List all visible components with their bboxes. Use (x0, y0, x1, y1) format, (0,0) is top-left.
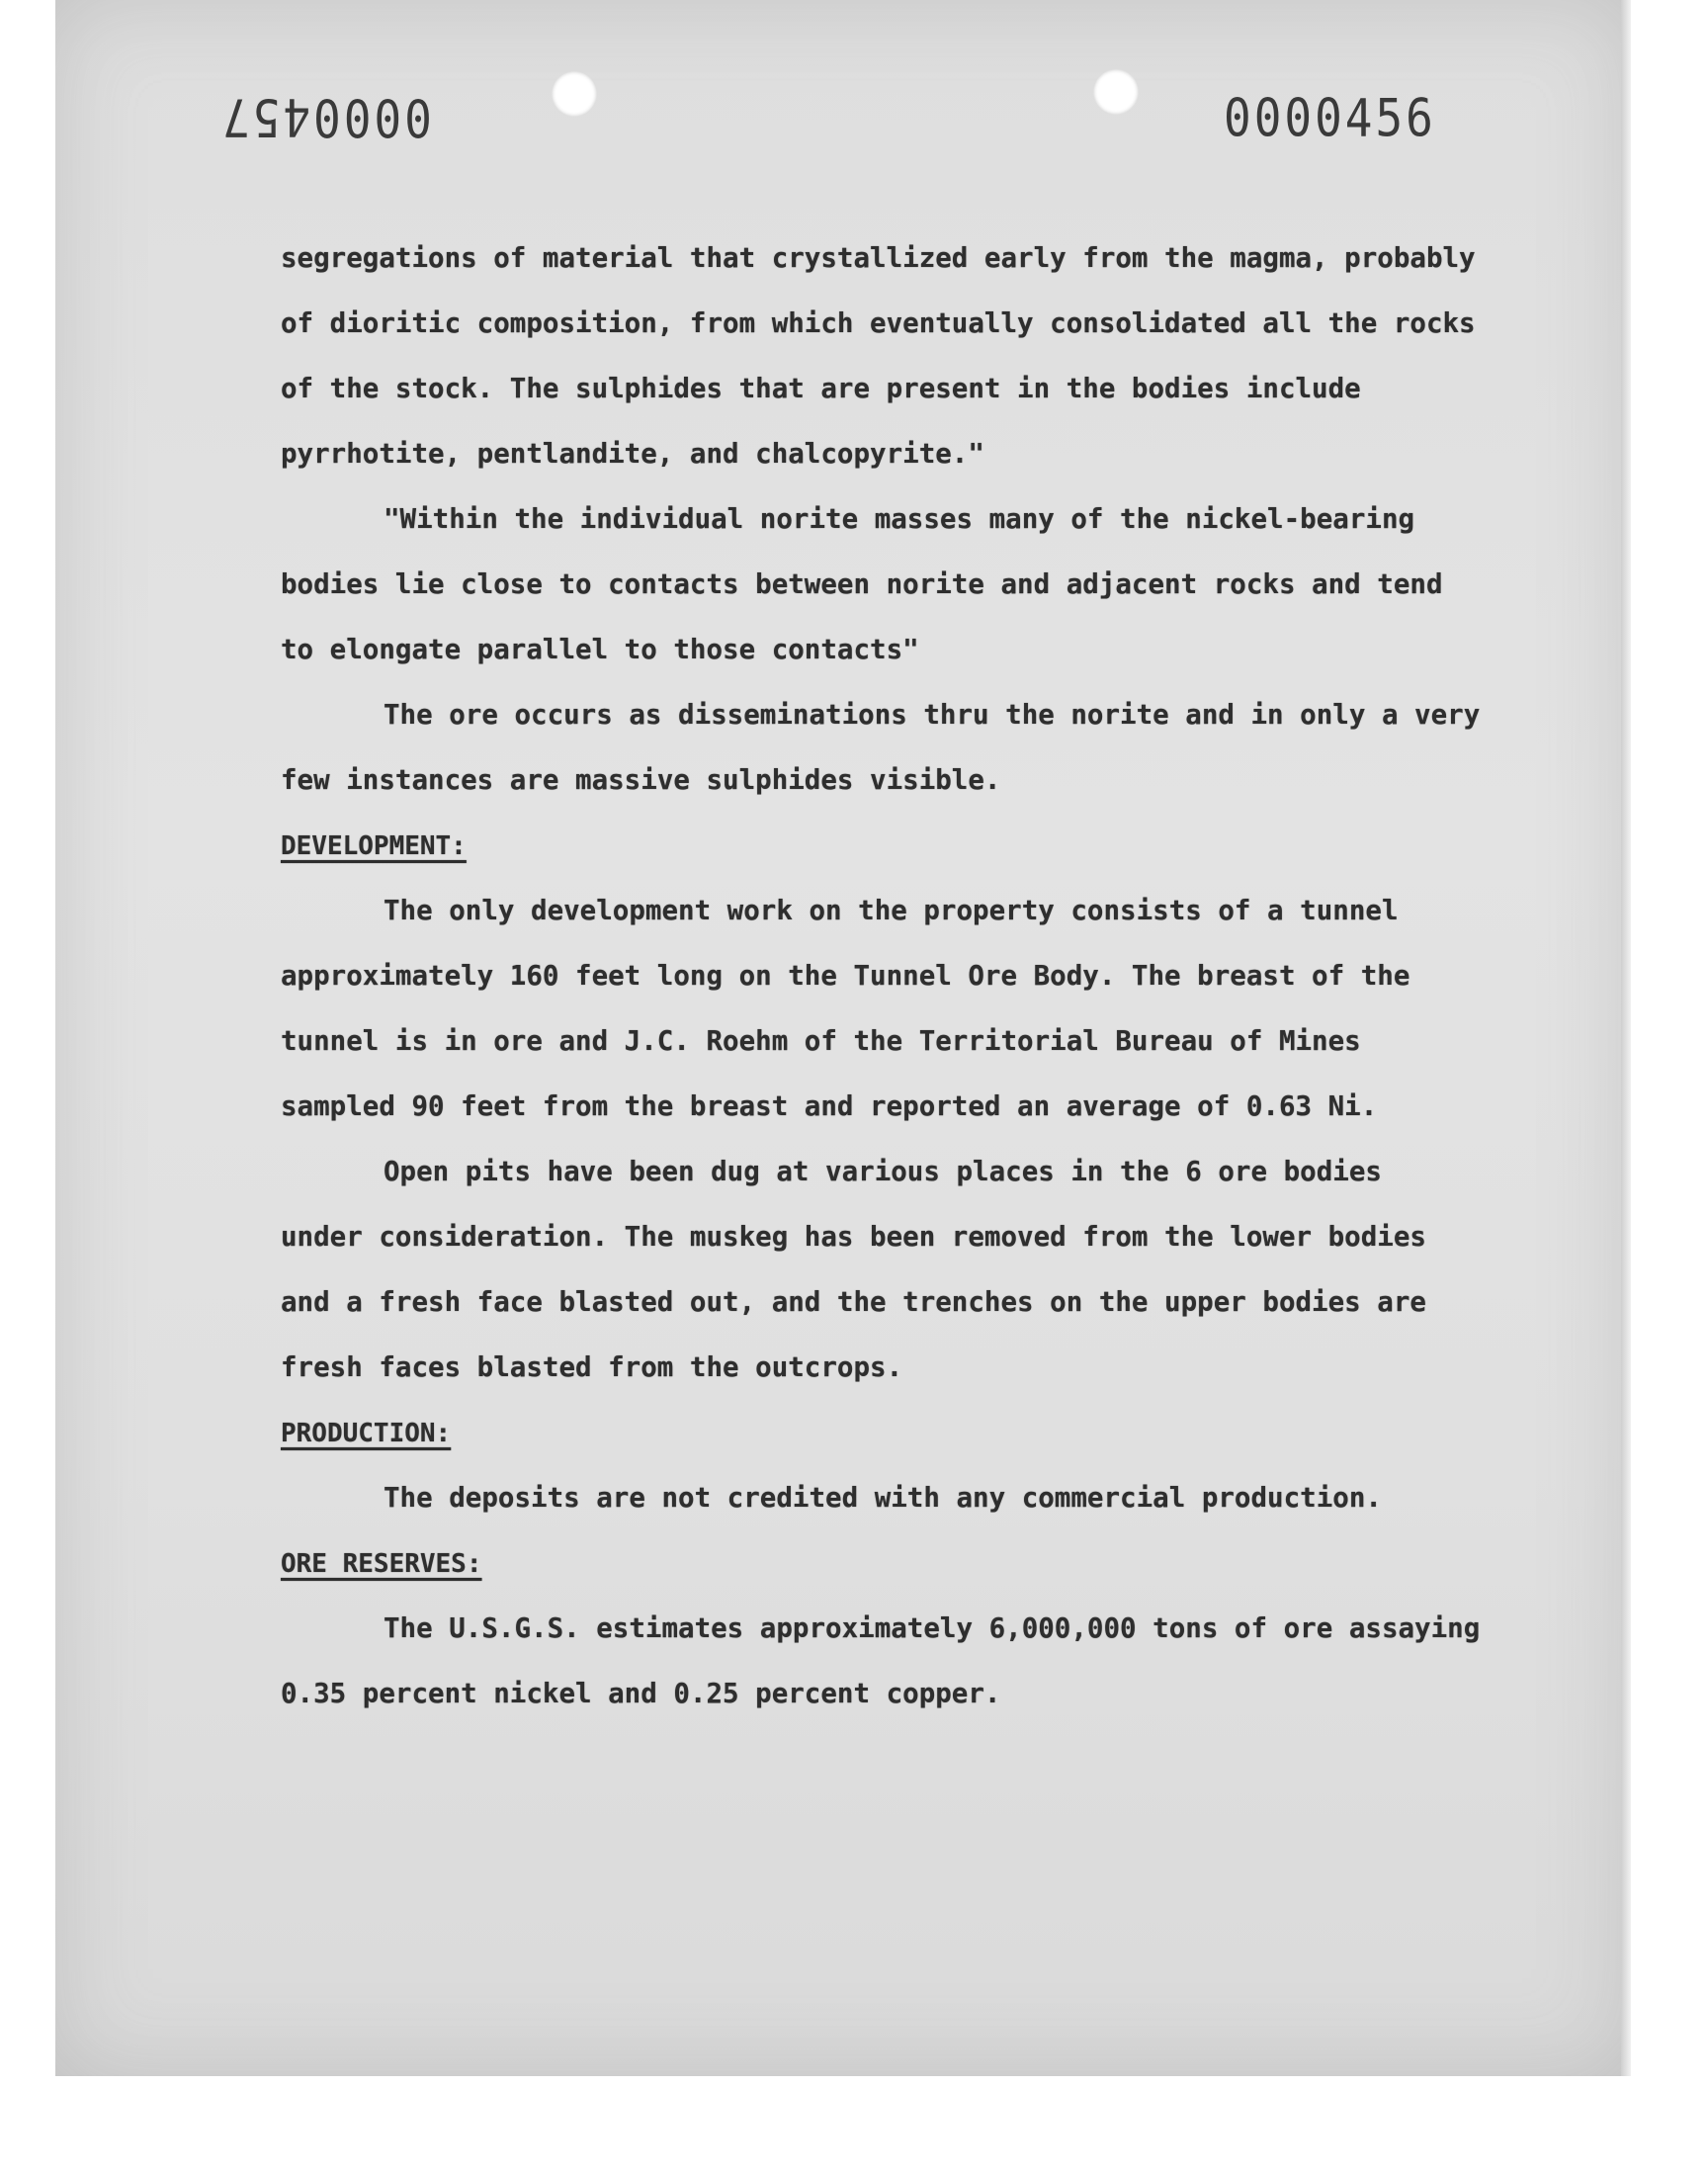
ore-reserves-heading: ORE RESERVES: (281, 1549, 482, 1579)
paper-edge (1621, 0, 1631, 2076)
punch-hole-left (552, 71, 597, 117)
body-line: "Within the individual norite masses many of the nickel-bearing (384, 503, 1415, 535)
body-line: fresh faces blasted from the outcrops. (281, 1351, 903, 1383)
body-line: pyrrhotite, pentlandite, and chalcopyrite." (281, 438, 984, 470)
body-line: approximately 160 feet long on the Tunnel Ore Body. The breast of the (281, 960, 1410, 992)
body-line: bodies lie close to contacts between norite and adjacent rocks and tend (281, 568, 1443, 600)
body-line: The ore occurs as disseminations thru the norite and in only a very (384, 699, 1481, 731)
body-line: The U.S.G.S. estimates approximately 6,000,000 tons of ore assaying (384, 1612, 1481, 1644)
section-ore-reserves (281, 1530, 1506, 1596)
section-production (281, 1400, 1506, 1465)
body-line: few instances are massive sulphides visible. (281, 764, 1001, 796)
body-line: 0.35 percent nickel and 0.25 percent copper. (281, 1678, 1001, 1709)
serial-number-left: 0000457 (219, 86, 432, 149)
development-heading: DEVELOPMENT: (281, 831, 467, 861)
body-line: The deposits are not credited with any commercial production. (384, 1482, 1382, 1514)
punch-hole-right (1093, 69, 1139, 115)
body-line: Open pits have been dug at various places in the 6 ore bodies (384, 1156, 1382, 1187)
section-development (281, 813, 1506, 878)
body-line: sampled 90 feet from the breast and reported an average of 0.63 Ni. (281, 1090, 1378, 1122)
body-line: tunnel is in ore and J.C. Roehm of the Territorial Bureau of Mines (281, 1025, 1361, 1057)
body-line: to elongate parallel to those contacts" (281, 634, 919, 665)
document-body (281, 225, 1506, 1726)
production-heading: PRODUCTION: (281, 1419, 452, 1448)
body-line: of dioritic composition, from which eventually consolidated all the rocks (281, 307, 1476, 339)
body-line: and a fresh face blasted out, and the trenches on the upper bodies are (281, 1286, 1426, 1318)
body-line: segregations of material that crystallized early from the magma, probably (281, 242, 1476, 274)
serial-number-right: 0000456 (1224, 86, 1436, 149)
body-line: The only development work on the property consists of a tunnel (384, 895, 1399, 926)
body-line: under consideration. The muskeg has been removed from the lower bodies (281, 1221, 1426, 1253)
body-line: of the stock. The sulphides that are present in the bodies include (281, 373, 1361, 404)
